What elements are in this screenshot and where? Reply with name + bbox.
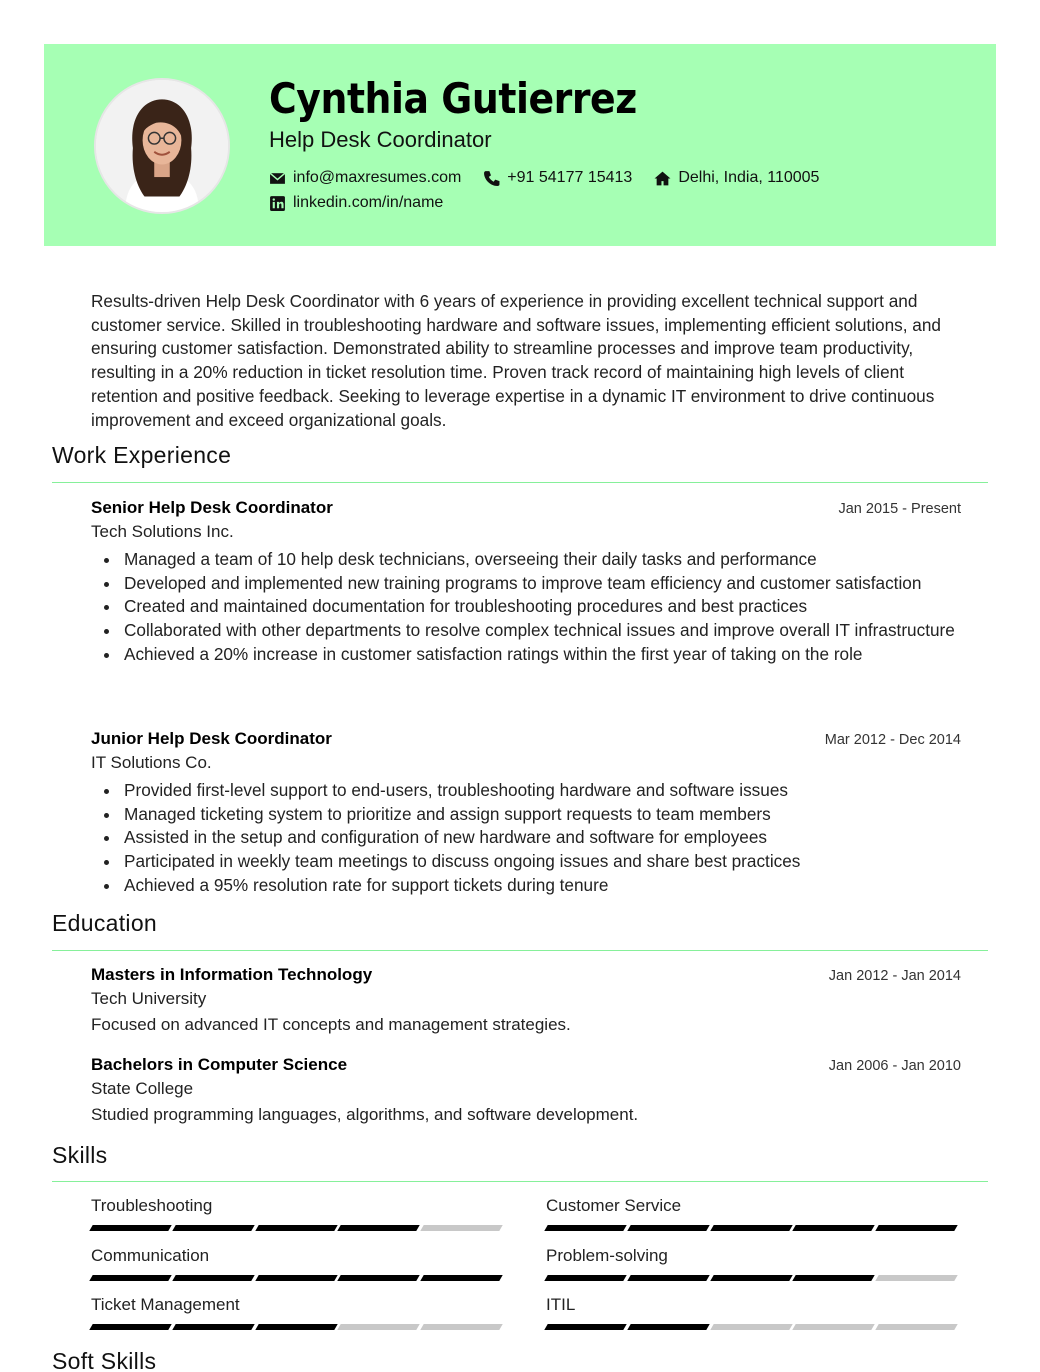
education-school: Tech University	[91, 989, 207, 1008]
skill-segment-filled	[89, 1324, 172, 1330]
skill-item	[546, 1295, 960, 1330]
skill-segment-filled	[255, 1324, 338, 1330]
education-date: Jan 2006 - Jan 2010	[828, 1058, 961, 1074]
list-item: Managed a team of 10 help desk technicians, overseeing their daily tasks and performance	[91, 548, 961, 572]
skill-name: Problem-solving	[546, 1246, 668, 1265]
work-entry	[91, 498, 961, 667]
skill-segment-empty	[420, 1324, 503, 1330]
skill-segment-filled	[172, 1324, 255, 1330]
skill-level-bar	[91, 1324, 505, 1330]
skill-segment-empty	[338, 1324, 421, 1330]
work-entry	[91, 729, 961, 898]
profile-photo-illustration	[96, 80, 228, 212]
skill-segment-filled	[710, 1225, 793, 1231]
education-entry	[91, 965, 961, 1035]
skill-item	[91, 1196, 505, 1231]
work-date: Mar 2012 - Dec 2014	[824, 732, 961, 748]
skill-segment-filled	[544, 1324, 627, 1330]
skill-segment-filled	[89, 1225, 172, 1231]
location-contact	[654, 169, 819, 187]
education-date: Jan 2012 - Jan 2014	[828, 968, 961, 984]
skill-segment-filled	[255, 1225, 338, 1231]
list-item: Created and maintained documentation for troubleshooting procedures and best practices	[91, 595, 961, 619]
phone-contact[interactable]	[483, 169, 632, 187]
skill-segment-filled	[627, 1324, 710, 1330]
skill-name: Troubleshooting	[91, 1196, 213, 1215]
section-divider	[52, 482, 988, 483]
phone-icon	[483, 170, 500, 187]
education-description: Focused on advanced IT concepts and management strategies.	[91, 1015, 571, 1034]
education-school: State College	[91, 1079, 194, 1098]
professional-summary: Results-driven Help Desk Coordinator with 6 years of experience in providing excellent technical support and customer service. Skilled in troubleshooting hardware and software issues, implementing efficient solutions, and ensuring customer satisfaction. Demonstrated ability to streamline processes and improve team productivity, resulting in a 20% reduction in ticket resolution time. Proven track record of maintaining high levels of client retention and positive feedback. Seeking to leverage expertise in a dynamic IT environment to drive continuous improvement and exceed organizational goals.	[91, 291, 941, 430]
skill-segment-filled	[710, 1275, 793, 1281]
skill-segment-empty	[875, 1275, 958, 1281]
education-description: Studied programming languages, algorithms, and software development.	[91, 1105, 639, 1124]
section-title-soft-skills: Soft Skills	[52, 1348, 157, 1372]
skill-segment-filled	[172, 1275, 255, 1281]
candidate-name: Cynthia Gutierrez	[269, 74, 637, 123]
location-text: Delhi, India, 110005	[678, 169, 820, 186]
skill-level-bar	[91, 1225, 505, 1231]
linkedin-icon	[269, 195, 286, 212]
envelope-icon	[269, 170, 286, 187]
skill-name: ITIL	[546, 1295, 576, 1314]
skill-name: Communication	[91, 1246, 210, 1265]
skill-name: Ticket Management	[91, 1295, 240, 1314]
list-item: Achieved a 95% resolution rate for support tickets during tenure	[91, 874, 961, 898]
resume-header	[44, 44, 996, 246]
section-title-skills: Skills	[52, 1142, 108, 1168]
skill-segment-filled	[544, 1225, 627, 1231]
home-icon	[654, 170, 671, 187]
job-title: Help Desk Coordinator	[269, 127, 492, 152]
education-entry	[91, 1055, 961, 1125]
contact-info	[269, 166, 841, 216]
work-bullets	[91, 548, 961, 667]
skill-segment-filled	[338, 1275, 421, 1281]
skill-segment-filled	[627, 1225, 710, 1231]
skill-item	[91, 1246, 505, 1281]
list-item: Provided first-level support to end-users, troubleshooting hardware and software issues	[91, 779, 961, 803]
section-title-education: Education	[52, 910, 157, 936]
list-item: Developed and implemented new training programs to improve team efficiency and customer satisfaction	[91, 572, 961, 596]
skill-segment-filled	[338, 1225, 421, 1231]
skill-segment-empty	[793, 1324, 876, 1330]
skill-level-bar	[546, 1275, 960, 1281]
section-divider	[52, 950, 988, 951]
skill-segment-filled	[420, 1275, 503, 1281]
skill-level-bar	[91, 1275, 505, 1281]
email-contact[interactable]	[269, 169, 461, 187]
education-degree: Masters in Information Technology	[91, 965, 373, 984]
skill-item	[91, 1295, 505, 1330]
skill-name: Customer Service	[546, 1196, 682, 1215]
skill-item	[546, 1246, 960, 1281]
skill-segment-empty	[875, 1324, 958, 1330]
phone-text: +91 54177 15413	[507, 169, 633, 186]
work-company: Tech Solutions Inc.	[91, 522, 234, 541]
skill-item	[546, 1196, 960, 1231]
list-item: Participated in weekly team meetings to discuss ongoing issues and share best practices	[91, 850, 961, 874]
skill-level-bar	[546, 1324, 960, 1330]
work-date: Jan 2015 - Present	[838, 501, 961, 517]
skill-segment-empty	[710, 1324, 793, 1330]
section-title-work: Work Experience	[52, 442, 232, 468]
email-text: info@maxresumes.com	[293, 169, 462, 186]
skill-segment-filled	[793, 1275, 876, 1281]
profile-photo	[94, 78, 230, 214]
list-item: Collaborated with other departments to resolve complex technical issues and improve overall IT infrastructure	[91, 619, 961, 643]
skill-segment-filled	[627, 1275, 710, 1281]
work-company: IT Solutions Co.	[91, 753, 212, 772]
education-degree: Bachelors in Computer Science	[91, 1055, 348, 1074]
section-divider	[52, 1181, 988, 1182]
skill-segment-filled	[875, 1225, 958, 1231]
linkedin-contact[interactable]	[269, 194, 443, 212]
list-item: Achieved a 20% increase in customer satisfaction ratings within the first year of taking on the role	[91, 643, 961, 667]
skill-segment-filled	[793, 1225, 876, 1231]
skill-level-bar	[546, 1225, 960, 1231]
skill-segment-filled	[172, 1225, 255, 1231]
skill-segment-filled	[89, 1275, 172, 1281]
list-item: Assisted in the setup and configuration of new hardware and software for employees	[91, 826, 961, 850]
work-title: Junior Help Desk Coordinator	[91, 729, 332, 748]
linkedin-text: linkedin.com/in/name	[293, 194, 444, 211]
skill-segment-filled	[255, 1275, 338, 1281]
skill-segment-empty	[420, 1225, 503, 1231]
skill-segment-filled	[544, 1275, 627, 1281]
work-bullets	[91, 779, 961, 898]
list-item: Managed ticketing system to prioritize and assign support requests to team members	[91, 803, 961, 827]
work-title: Senior Help Desk Coordinator	[91, 498, 333, 517]
